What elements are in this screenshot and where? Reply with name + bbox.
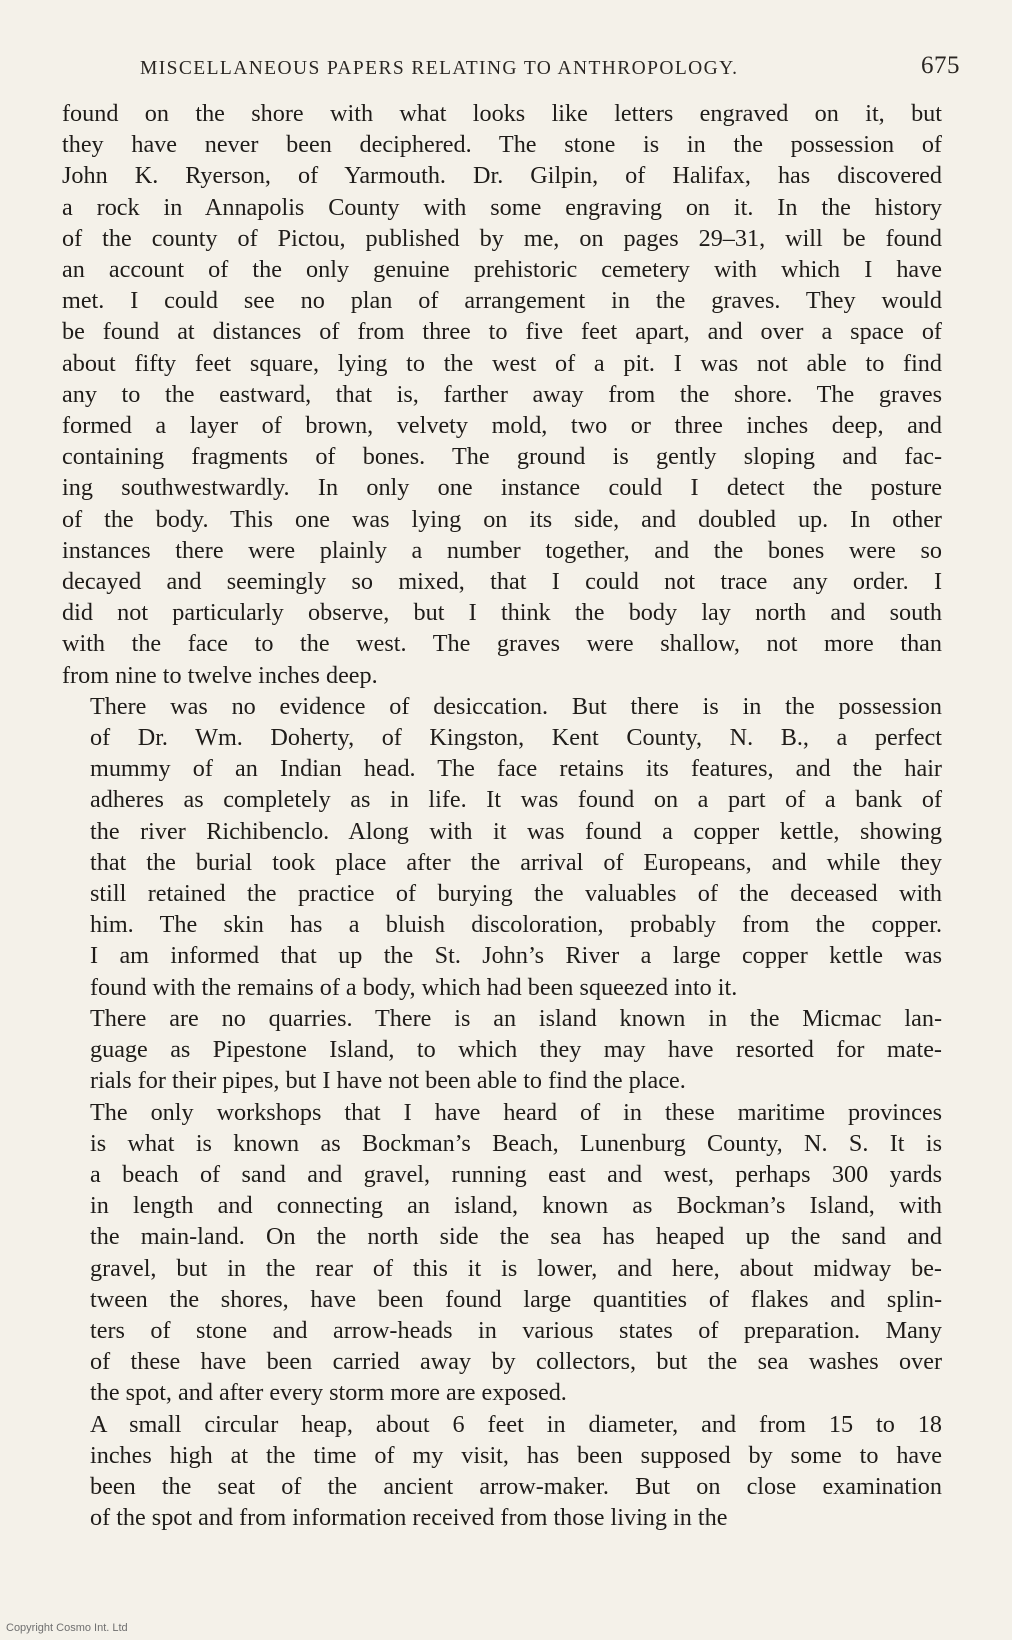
text-line: formed a layer of brown, velvety mold, two or three inches deep, and	[62, 412, 942, 440]
text-line: of the spot and from information received from those living in the	[90, 1504, 728, 1532]
text-line: containing fragments of bones. The ground is gently sloping and fac-	[62, 443, 942, 471]
text-line: gravel, but in the rear of this it is lower, and here, about midway be-	[90, 1254, 942, 1282]
body-text	[62, 98, 942, 1533]
text-line: met. I could see no plan of arrangement in the graves. They would	[62, 287, 942, 315]
text-line: of the county of Pictou, published by me, on pages 29–31, will be found	[62, 224, 942, 252]
text-line: of the body. This one was lying on its side, and doubled up. In other	[62, 505, 942, 533]
text-line: of these have been carried away by collectors, but the sea washes over	[90, 1348, 942, 1376]
copyright-watermark: Copyright Cosmo Int. Ltd	[6, 1622, 128, 1634]
text-line: There was no evidence of desiccation. But there is in the possession	[90, 692, 942, 720]
text-line: ing southwestwardly. In only one instance could I detect the posture	[62, 474, 942, 502]
text-line: still retained the practice of burying the valuables of the deceased with	[90, 880, 942, 908]
text-line: is what is known as Bockman’s Beach, Lunenburg County, N. S. It is	[90, 1129, 942, 1157]
text-line: adheres as completely as in life. It was found on a part of a bank of	[90, 786, 942, 814]
text-line: did not particularly observe, but I think the body lay north and south	[62, 599, 942, 627]
text-line: the spot, and after every storm more are exposed.	[90, 1379, 567, 1407]
text-line: I am informed that up the St. John’s River a large copper kettle was	[90, 942, 942, 970]
text-line: mummy of an Indian head. The face retains its features, and the hair	[90, 755, 942, 783]
text-line: tween the shores, have been found large quantities of flakes and splin-	[90, 1285, 942, 1313]
text-line: that the burial took place after the arrival of Europeans, and while they	[90, 848, 942, 876]
text-line: decayed and seemingly so mixed, that I could not trace any order. I	[62, 568, 942, 596]
text-line: any to the eastward, that is, farther away from the shore. The graves	[62, 380, 942, 408]
text-line: instances there were plainly a number together, and the bones were so	[62, 536, 942, 564]
text-line: ters of stone and arrow-heads in various states of preparation. Many	[90, 1316, 942, 1344]
text-line: him. The skin has a bluish discoloration, probably from the copper.	[90, 911, 942, 939]
paragraph	[62, 691, 942, 1003]
text-line: guage as Pipestone Island, to which they may have resorted for mate-	[90, 1036, 942, 1064]
paragraph	[62, 1003, 942, 1097]
text-line: a rock in Annapolis County with some engraving on it. In the history	[62, 193, 942, 221]
paragraph	[62, 98, 942, 691]
text-line: a beach of sand and gravel, running east and west, perhaps 300 yards	[90, 1160, 942, 1188]
text-line: in length and connecting an island, known as Bockman’s Island, with	[90, 1192, 942, 1220]
text-line: There are no quarries. There is an island known in the Micmac lan-	[90, 1004, 942, 1032]
paragraph	[62, 1409, 942, 1534]
text-line: of Dr. Wm. Doherty, of Kingston, Kent County, N. B., a perfect	[90, 724, 942, 752]
running-head: MISCELLANEOUS PAPERS RELATING TO ANTHROPOLOGY.	[140, 58, 739, 79]
text-line: from nine to twelve inches deep.	[62, 661, 378, 689]
text-line: they have never been deciphered. The stone is in the possession of	[62, 131, 942, 159]
text-line: found on the shore with what looks like letters engraved on it, but	[62, 100, 942, 127]
text-line: the river Richibenclo. Along with it was found a copper kettle, showing	[90, 817, 942, 845]
text-line: inches high at the time of my visit, has been supposed by some to have	[90, 1441, 942, 1469]
text-line: A small circular heap, about 6 feet in diameter, and from 15 to 18	[90, 1410, 942, 1438]
page-header	[62, 46, 960, 80]
page-number: 675	[921, 52, 960, 79]
text-line: found with the remains of a body, which had been squeezed into it.	[90, 973, 738, 1001]
text-line: John K. Ryerson, of Yarmouth. Dr. Gilpin, of Halifax, has discovered	[62, 162, 942, 190]
text-line: been the seat of the ancient arrow-maker. But on close examination	[90, 1472, 942, 1500]
text-line: The only workshops that I have heard of in these maritime provinces	[90, 1098, 942, 1126]
paragraph	[62, 1097, 942, 1409]
text-line: be found at distances of from three to five feet apart, and over a space of	[62, 318, 942, 346]
text-line: with the face to the west. The graves were shallow, not more than	[62, 630, 942, 658]
text-line: an account of the only genuine prehistoric cemetery with which I have	[62, 256, 942, 284]
text-line: about fifty feet square, lying to the west of a pit. I was not able to find	[62, 349, 942, 377]
text-line: rials for their pipes, but I have not been able to find the place.	[90, 1067, 686, 1095]
text-line: the main-land. On the north side the sea has heaped up the sand and	[90, 1223, 942, 1251]
